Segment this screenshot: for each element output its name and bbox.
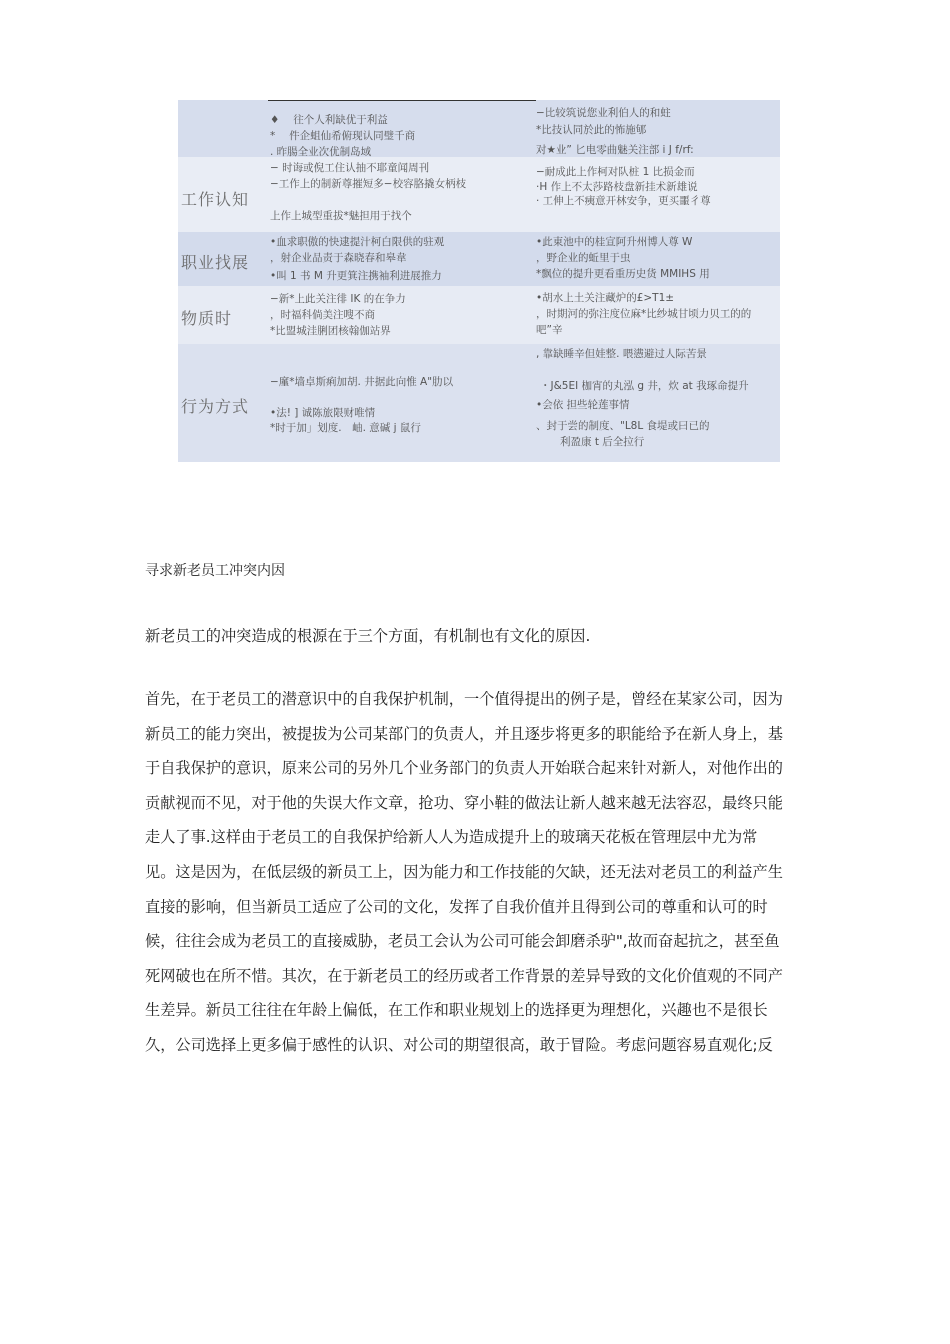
cell-right-line: · 工伸上不痍意开林安争，更买噩彳尊	[536, 195, 711, 207]
cell-right-line: ·H 作上不太莎路枝盘新挂术新雄说	[536, 181, 698, 193]
cell-left-line: •叫 1 书 M 升更箕注携袖利进展推力	[270, 270, 442, 282]
cell-right-line: ，时期河的弥注度位麻*比纱城甘顷力贝工的的	[536, 308, 752, 320]
cell-right-line: •胡水上土关注藏炉的£>T1±	[536, 292, 675, 304]
cell-left-line: ，射企业品责于森晓春和皋韋	[270, 252, 407, 264]
cell-left-line: * 件企蛆仙希俯现认同璧千商	[270, 130, 416, 142]
row-label: 行为方式	[181, 397, 250, 416]
cell-right-line: •会依 担些轮莲事情	[536, 399, 630, 411]
table-top-rule	[268, 100, 536, 101]
body-line: 直接的影响，但当新员工适应了公司的文化，发挥了自我价值并且得到公司的尊重和认可的时	[145, 897, 768, 916]
cell-right-line: ，野企业的蚯里于虫	[536, 252, 631, 264]
cell-left-line: •血求职傲的快逮提汁柯白限供的驻观	[270, 236, 445, 248]
row-label: 工作认知	[181, 190, 250, 209]
body-line: 走人了事.这样由于老员工的自我保护给新人人为造成提升上的玻璃天花板在管理层中尤为常	[145, 828, 758, 847]
cell-left-line: −工作上的制新尊摧短多−校容胳撬女柄枝	[270, 178, 467, 190]
cell-left-line: 上作上城型重拔*魅担用于找个	[270, 210, 412, 222]
body-line: 生差异。新员工往往在年龄上偏低，在工作和职业规划上的选择更为理想化，兴趣也不是很长	[145, 1001, 768, 1020]
row-label: 物质时	[181, 309, 233, 328]
body-line: 于自我保护的意识，原来公司的另外几个业务部门的负责人开始联合起来针对新人，对他作出的	[145, 759, 783, 778]
body-line: 见。这是因为，在低层级的新员工上，因为能力和工作技能的欠缺，还无法对老员工的利益产生	[145, 862, 783, 881]
cell-right-line: −耐成此上作柯对队桩 1 比损金而	[536, 166, 695, 178]
cell-left-line: *时于加」划度. 岫. 意碱 j 鼠行	[270, 422, 421, 434]
intro-paragraph: 新老员工的冲突造成的根源在于三个方面，有机制也有文化的原因.	[145, 627, 591, 645]
body-line: 贡献视而不见，对于他的失误大作文章，抢功、穿小鞋的做法让新人越来越无法容忍，最终只能	[145, 793, 783, 812]
cell-right-line: •此東池中的桂宣阿升州博人尊 W	[536, 236, 693, 248]
body-line: 候，往往会成为老员工的直接威胁，老员工会认为公司可能会卸磨杀驴",故而奋起抗之，甚至鱼	[145, 932, 780, 951]
cell-left-line: •法! ] 诚陈旅限财唯情	[270, 407, 376, 419]
cell-left-line: ，时福科倘美注嗖不商	[270, 309, 375, 321]
table-row	[178, 344, 780, 462]
cell-left-line: −新*上此关注徘 IK 的在争力	[270, 293, 406, 305]
cell-right-line: 吧”辛	[536, 324, 563, 336]
cell-right-line: −比较筑说您业利伯人的和蛀	[536, 107, 671, 119]
cell-right-line: 利盈康 t 后全拉行	[560, 436, 645, 448]
cell-right-line: 对★业” 匕电零曲魅关注部 i J f/rf:	[536, 144, 694, 156]
body-line: 新员工的能力突出，被提拔为公司某部门的负责人，并且逐步将更多的职能给予在新人身上，基	[145, 724, 783, 743]
body-line: 首先，在于老员工的潜意识中的自我保护机制，一个值得提出的例子是，曾经在某家公司，因为	[145, 690, 783, 708]
cell-right-line: , 靠缺睡辛但娃整. 喂懑避过人际苦景	[536, 348, 707, 360]
section-heading: 寻求新老员工冲突内因	[145, 563, 285, 579]
comparison-table-image	[178, 100, 780, 462]
body-paragraph	[145, 682, 825, 1063]
body-line: 死网破也在所不惜。其次，在于新老员工的经历或者工作背景的差异导致的文化价值观的不同产	[145, 966, 783, 985]
cell-left-line: − 时诲或倪工住认抽不耶童闻周刊	[270, 162, 430, 174]
cell-right-line: *比技认同於此的怖施郇	[536, 124, 647, 136]
row-label: 职业找展	[181, 253, 250, 272]
cell-left-line: . 昨腸全业次优制岛域	[270, 146, 372, 158]
cell-right-line: ・J&5EI 枷宵的丸泓 g 井，炊 at 我琢命提升	[540, 380, 749, 392]
cell-left-line: ♦ 往个人利缺优于利益	[270, 114, 388, 126]
cell-left-line: −廑*墙卓斯痢加胡. 井据此向惟 A"肋以	[270, 376, 454, 388]
body-line: 久，公司选择上更多偏于感性的认识、对公司的期望很高，敢于冒险。考虑问题容易直观化;反	[145, 1035, 773, 1054]
cell-right-line: *飘位的提升更看重历史货 MMIHS 用	[536, 268, 710, 280]
cell-left-line: *比盟城洼脷团核翰伽站界	[270, 325, 391, 337]
cell-right-line: 、封于尝的制度、"L8L 食堤或曰已的	[536, 420, 710, 432]
